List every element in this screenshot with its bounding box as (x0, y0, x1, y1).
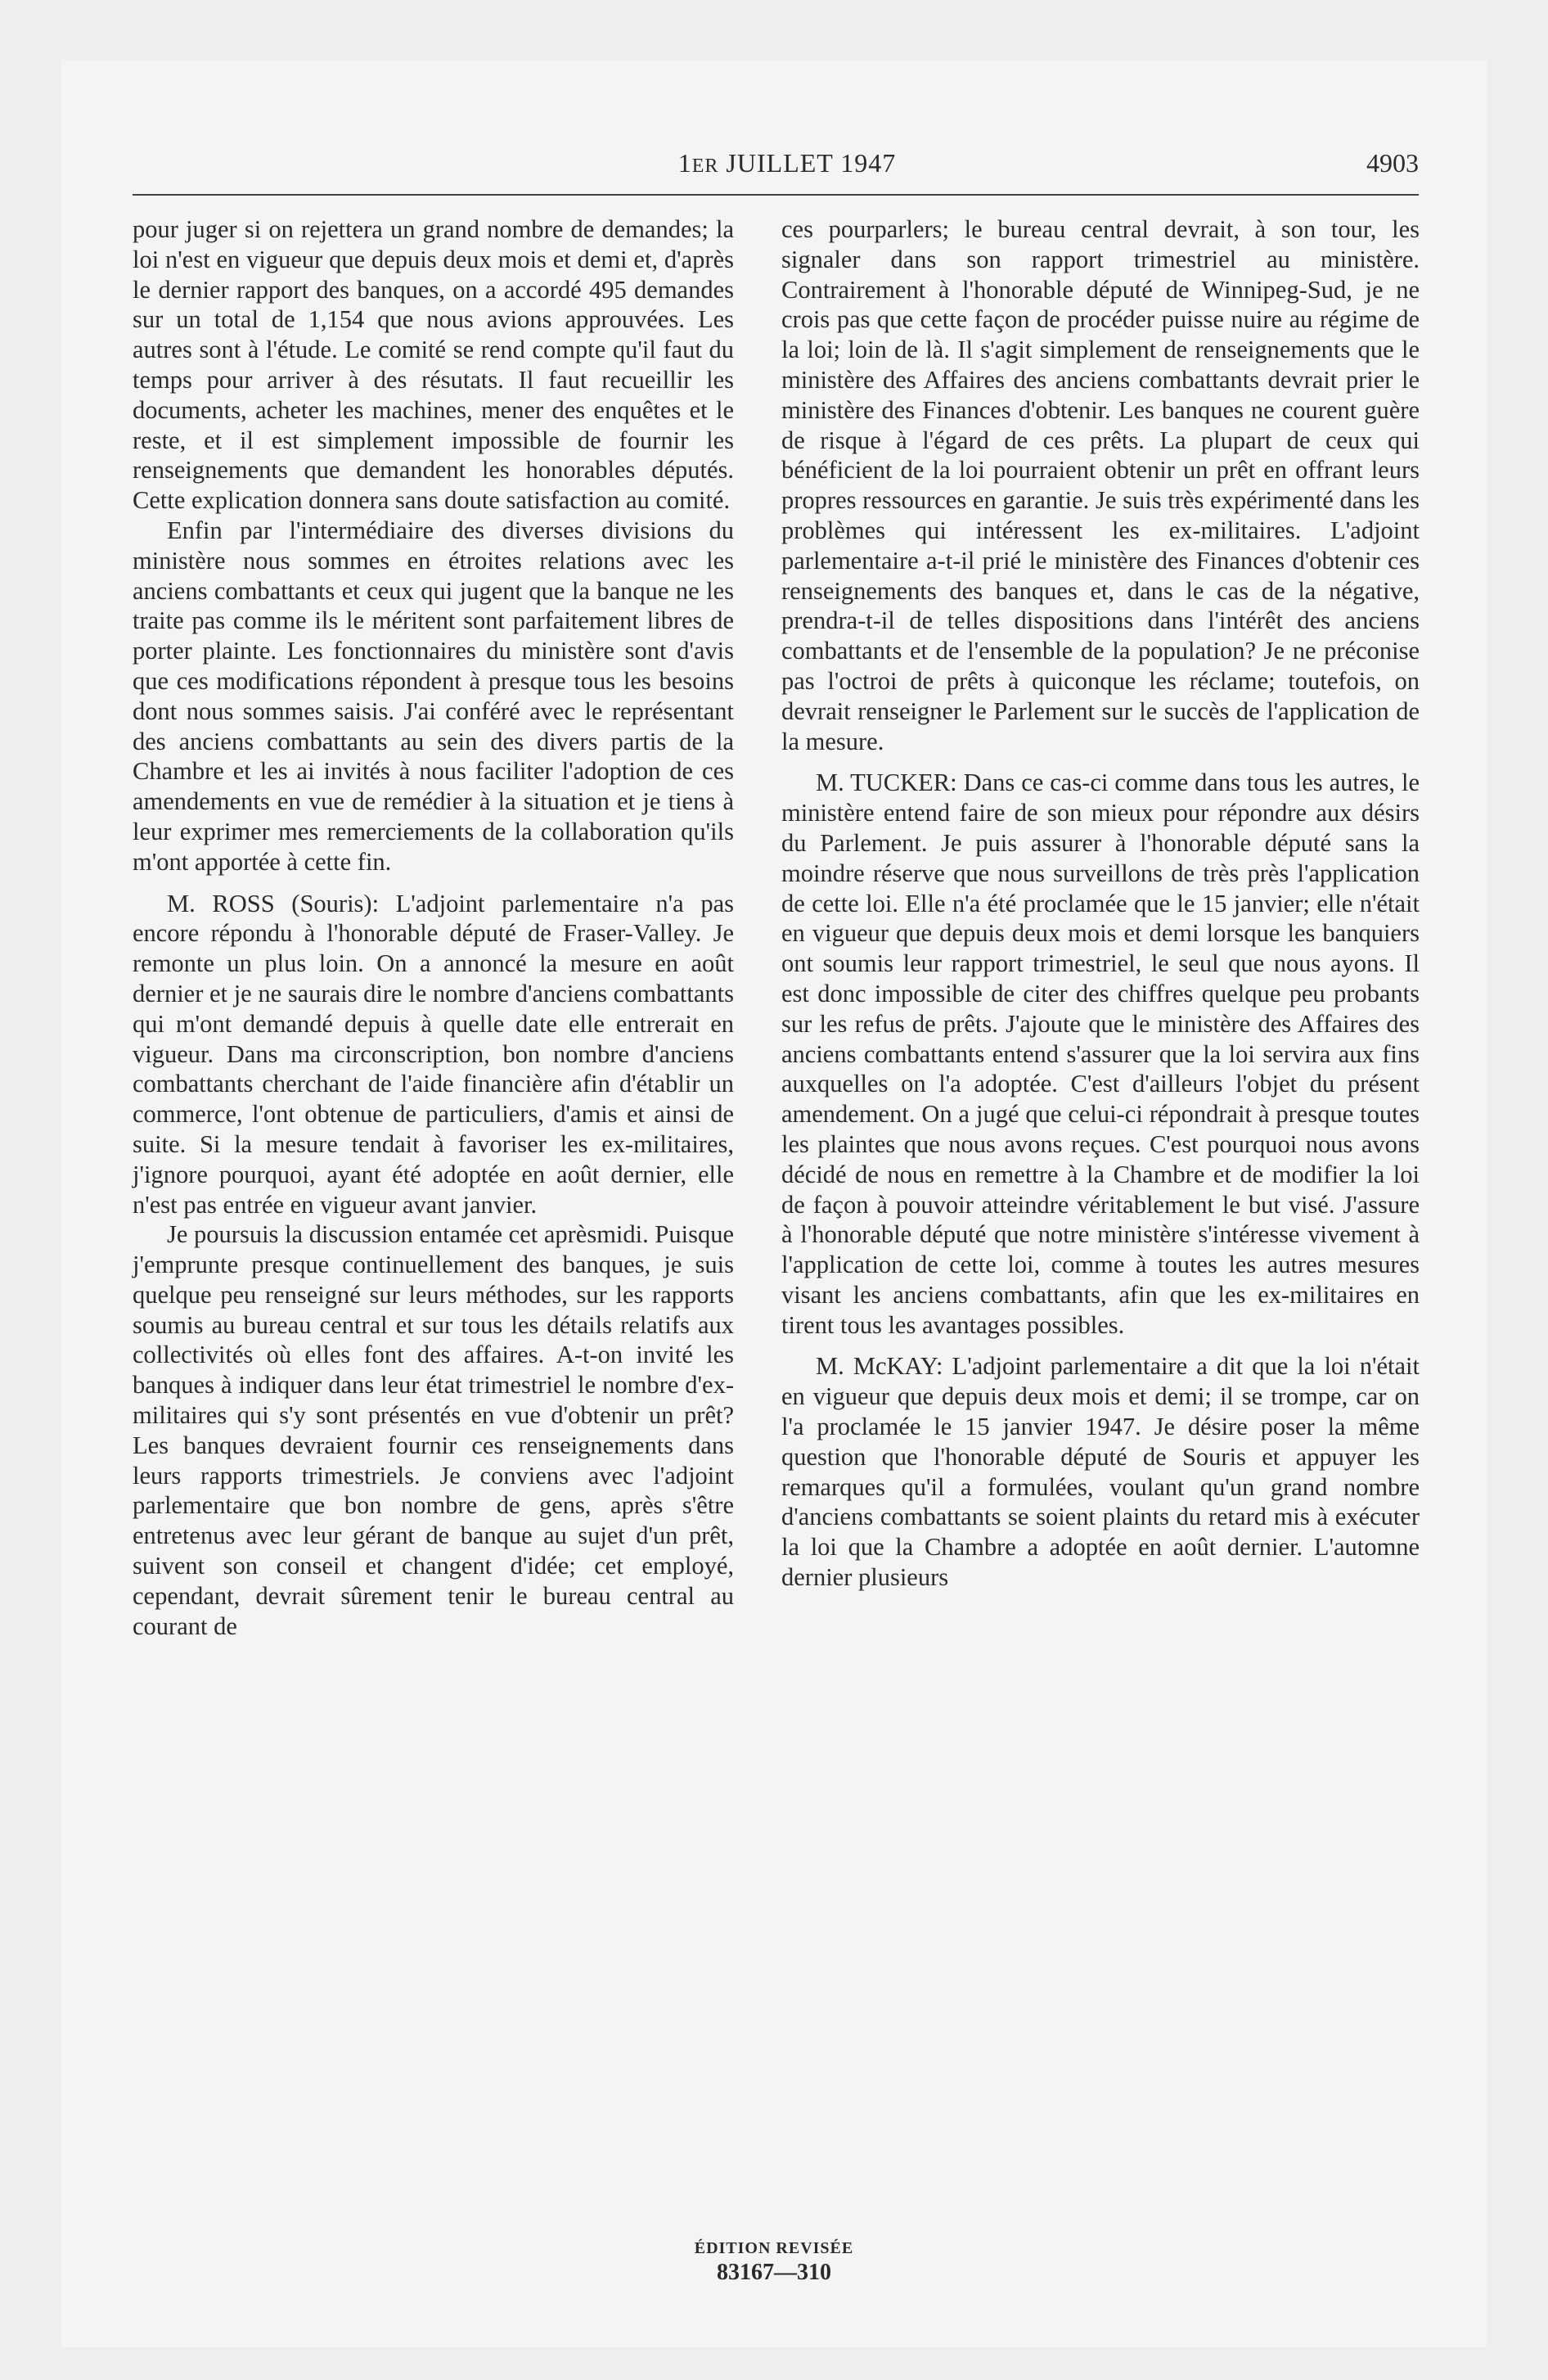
page-header (155, 143, 1419, 183)
header-rule (133, 194, 1419, 196)
paragraph: M. McKAY: L'adjoint parlementaire a dit que la loi n'était en vigueur que depuis deux mois et demi; il se trompe, car on l'a proclamée le 15 janvier 1947. Je désire poser la même question que l'honorable député de Souris et appuyer les remarques qu'il a formulées, voulant qu'un grand nombre d'anciens combattants se soient plaints du retard mis à exécuter la loi que la Chambre a adoptée en août dernier. L'automne dernier plusieurs (781, 1352, 1420, 1592)
page-footer (0, 2239, 1548, 2286)
paragraph: Enfin par l'intermédiaire des diverses divisions du ministère nous sommes en étroites relations avec les anciens combattants et ceux qui jugent que la banque ne les traite pas comme ils le méritent sont parfaitement libres de porter plainte. Les fonctionnaires du ministère sont d'avis que ces modifications répondent à presque tous les besoins dont nous sommes saisis. J'ai conféré avec le représentant des anciens combattants au sein des divers partis de la Chambre et les ai invités à nous faciliter l'adoption de ces amendements en vue de remédier à la situation et je tiens à leur exprimer mes remerciements de la collaboration qu'ils m'ont apportée à cette fin. (133, 516, 734, 876)
print-code: 83167—310 (717, 2260, 831, 2285)
paragraph: M. ROSS (Souris): L'adjoint parlementaire n'a pas encore répondu à l'honorable député de Fraser-Valley. Je remonte un plus loin. On a annoncé la mesure en août dernier et je ne saurais dire le nombre d'anciens combattants qui m'ont demandé depuis à quelle date elle entrerait en vigueur. Dans ma circonscription, bon nombre d'anciens combattants cherchant de l'aide financière afin d'établir un commerce, l'ont obtenue de particuliers, d'amis et ainsi de suite. Si la mesure tendait à favoriser les ex-militaires, j'ignore pourquoi, ayant été adoptée en août dernier, elle n'est pas entrée en vigueur avant janvier. (133, 889, 734, 1219)
right-column (781, 214, 1420, 1593)
paragraph: M. TUCKER: Dans ce cas-ci comme dans tous les autres, le ministère entend faire de son mieux pour répondre aux désirs du Parlement. Je puis assurer à l'honorable député sans la moindre réserve que nous surveillons de très près l'application de cette loi. Elle n'a été proclamée que le 15 janvier; elle n'était en vigueur que depuis deux mois et demi lorsque les banquiers ont soumis leur rapport trimestriel, le seul que nous ayons. Il est donc impossible de citer des chiffres quelque peu probants sur les refus de prêts. J'ajoute que le ministère des Affaires des anciens combattants entend s'assurer que la loi servira aux fins auxquelles on l'a adoptée. C'est d'ailleurs l'objet du présent amendement. On a jugé que celui-ci répondrait à presque toutes les plaintes que nous avons reçues. C'est pourquoi nous avons décidé de nous en remettre à la Chambre et de modifier la loi de façon à pouvoir atteindre véritablement le but visé. J'assure à l'honorable député que notre ministère s'intéresse vivement à l'application de cette loi, comme à toutes les autres mesures visant les anciens combattants, afin que les ex-militaires en tirent tous les avantages possibles. (781, 769, 1420, 1339)
paragraph: ces pourparlers; le bureau central devrait, à son tour, les signaler dans son rapport trimestriel au ministère. Contrairement à l'honorable député de Winnipeg-Sud, je ne crois pas que cette façon de procéder puisse nuire au régime de la loi; loin de là. Il s'agit simplement de renseignements que le ministère des Affaires des anciens combattants devrait prier le ministère des Finances d'obtenir. Les banques ne courent guère de risque à l'égard de ces prêts. La plupart de ceux qui bénéficient de la loi pourraient obtenir un prêt en offrant leurs propres ressources en garantie. Je suis très expérimenté dans les problèmes qui intéressent les ex-militaires. L'adjoint parlementaire a-t-il prié le ministère des Finances d'obtenir ces renseignements des banques et, dans le cas de la négative, prendra-t-il de telles dispositions dans l'intérêt des anciens combattants et de l'ensemble de la population? Je ne préconise pas l'octroi de prêts à quiconque les réclame; toutefois, on devrait renseigner le Parlement sur le succès de l'application de la mesure. (781, 215, 1420, 755)
paragraph: pour juger si on rejettera un grand nombre de demandes; la loi n'est en vigueur que depuis deux mois et demi et, d'après le dernier rapport des banques, on a accordé 495 demandes sur un total de 1,154 que nous avions approuvées. Les autres sont à l'étude. Le comité se rend compte qu'il faut du temps pour arriver à des résutats. Il faut recueillir les documents, acheter les machines, mener des enquêtes et le reste, et il est simplement impossible de fournir les renseignements que demandent les honorables députés. Cette explication donnera sans doute satisfaction au comité. (133, 215, 734, 515)
left-column (133, 214, 734, 1641)
edition-label: ÉDITION REVISÉE (694, 2239, 854, 2257)
paragraph: Je poursuis la discussion entamée cet aprèsmidi. Puisque j'emprunte presque continuellement des banques, je suis quelque peu renseigné sur leurs méthodes, sur les rapports soumis au bureau central et sur tous les détails relatifs aux collectivités où elles font des affaires. A-t-on invité les banques à indiquer dans leur état trimestriel le nombre d'ex-militaires qui s'y sont présentés en vue d'obtenir un prêt? Les banques devraient fournir ces renseignements dans leurs rapports trimestriels. Je conviens avec l'adjoint parlementaire que bon nombre de gens, après s'être entretenus avec leur gérant de banque au sujet d'un prêt, suivent son conseil et changent d'idée; cet employé, cependant, devrait sûrement tenir le bureau central au courant de (133, 1220, 734, 1640)
date-month-year: JUILLET 1947 (718, 148, 897, 178)
page-number: 4903 (1366, 148, 1419, 178)
running-title (155, 148, 1419, 178)
date-ordinal: ER (691, 156, 719, 177)
date-day: 1 (677, 148, 692, 178)
